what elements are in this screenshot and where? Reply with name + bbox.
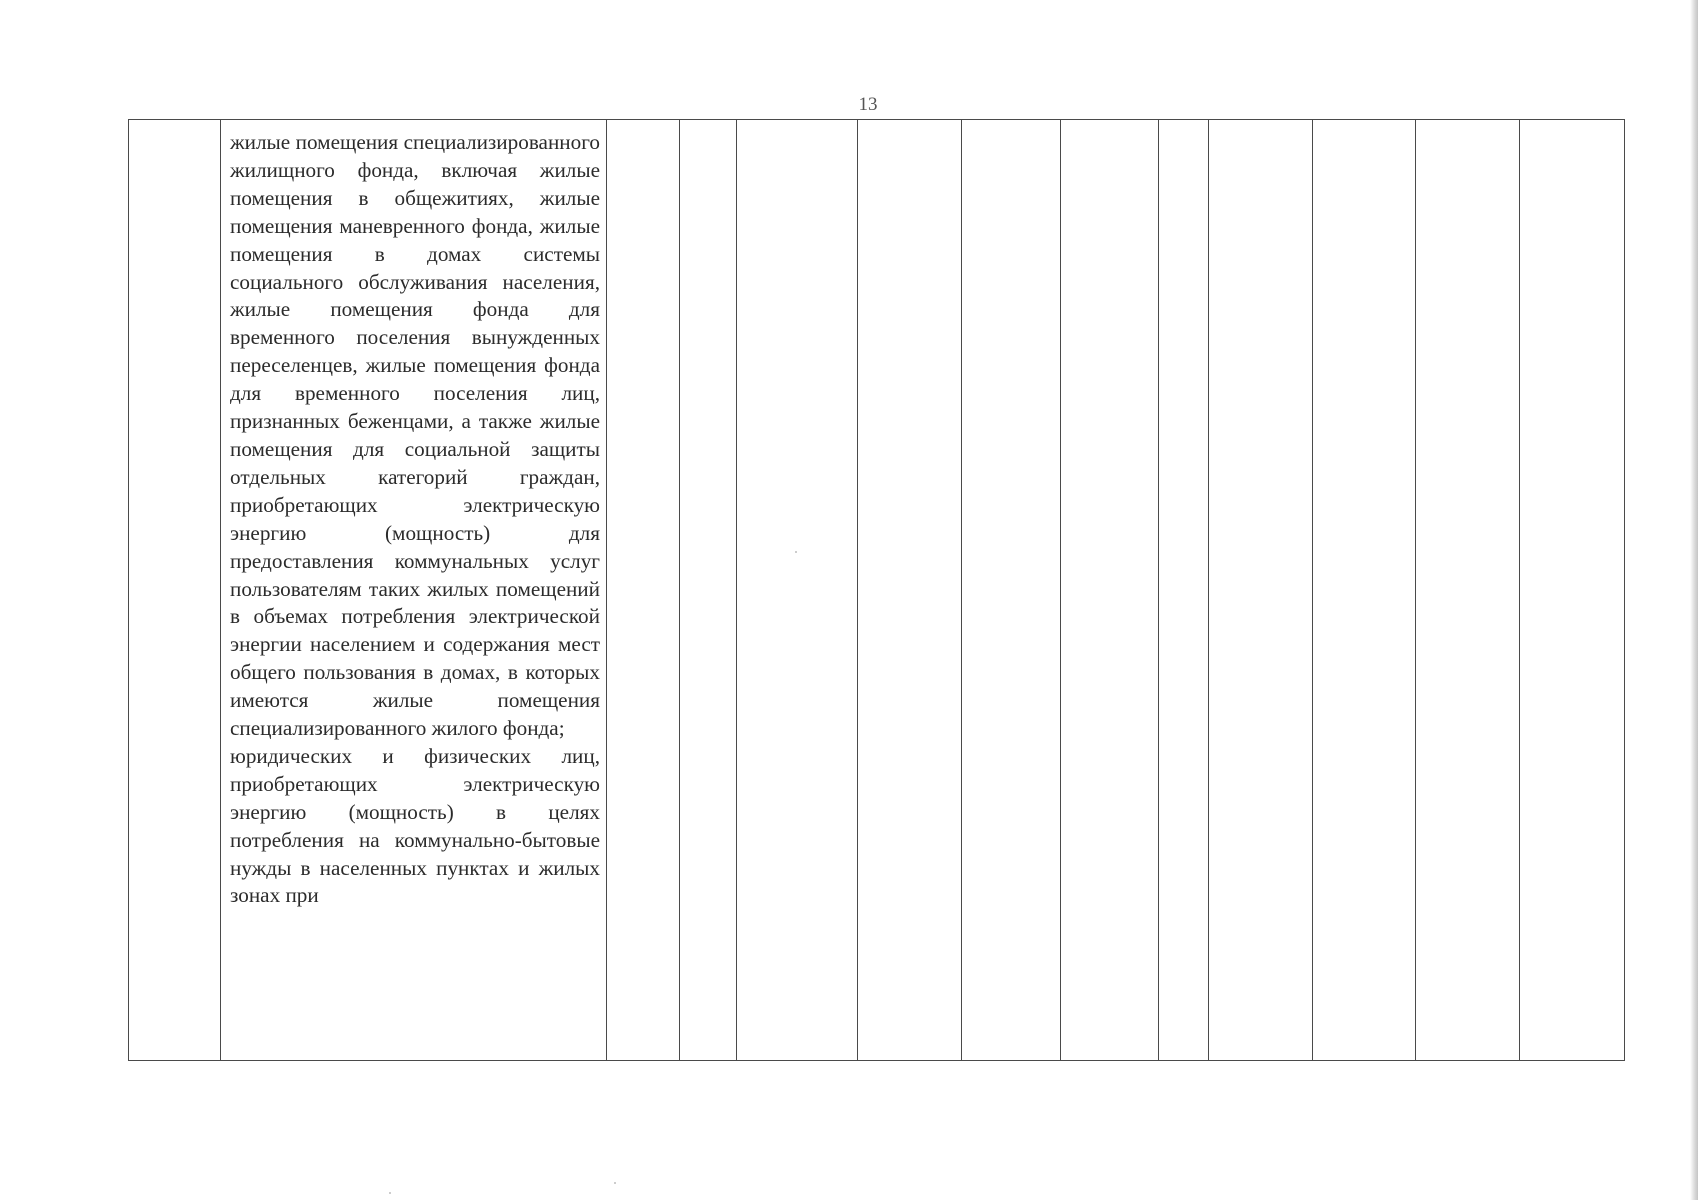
scan-edge-shadow [1690,0,1698,1200]
table-cell-empty [962,120,1061,1061]
scan-speck [389,1192,391,1194]
scan-speck [614,1182,616,1184]
description-paragraph: жилые помещения специализированного жилищного фонда, включая жилые помещения в общежитиях, жилые помещения маневренного фонда, жилые помещения в домах системы социального обслуживания населения, жилые помещения фонда для временного поселения вынужденных переселенцев, жилые помещения фонда для временного поселения лиц, признанных беженцами, а также жилые помещения для социальной защиты отдельных категорий граждан, приобретающих электрическую энергию (мощность) для предоставления коммунальных услуг пользователям таких жилых помещений в объемах потребления электрической энергии населением и содержания мест общего пользования в домах, в которых имеются жилые помещения специализированного жилого фонда; [230,130,600,741]
table-cell-empty [1313,120,1416,1061]
page-number: 13 [858,94,878,115]
table-cell-empty [607,120,680,1061]
table-cell-empty [1416,120,1520,1061]
table-cell-number [129,120,221,1061]
table-cell-empty [1061,120,1159,1061]
description-paragraph: юридических и физических лиц, приобретающих электрическую энергию (мощность) в целях потребления на коммунально-бытовые нужды в населенных пунктах и жилых зонах при [230,743,600,908]
table-cell-empty [858,120,962,1061]
table-row [129,120,1625,1061]
table-cell-empty [1520,120,1625,1061]
scan-speck [795,551,797,553]
table-cell-empty [680,120,737,1061]
table-cell-description [221,120,607,1061]
table-cell-empty [737,120,858,1061]
tariff-table [128,119,1625,1061]
table-cell-empty [1159,120,1209,1061]
table-cell-empty [1209,120,1313,1061]
